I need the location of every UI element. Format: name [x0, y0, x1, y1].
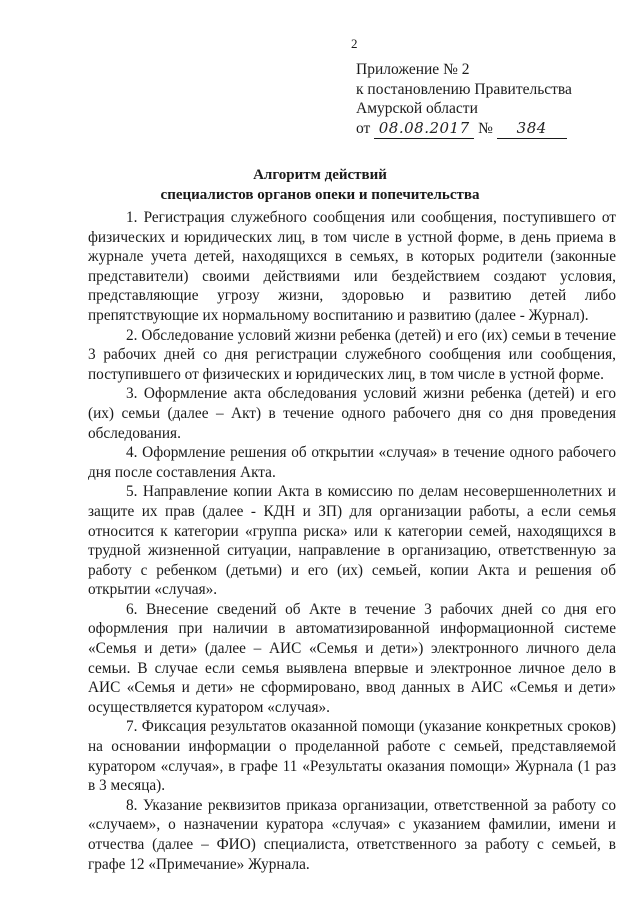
document-title — [0, 165, 640, 205]
handwritten-date: 08.08.2017 — [374, 119, 474, 140]
paragraph-8: 8. Указание реквизитов приказа организации, ответственной за работу со «случаем», о назначении куратора «случая» с указанием фамилии, имени и отчества (далее – ФИО) специалиста, ответственного за работу с семьей, в графе 12 «Примечание» Журнала. — [88, 796, 616, 873]
handwritten-number: 384 — [497, 119, 567, 140]
paragraph-2: 2. Обследование условий жизни ребенка (детей) и его (их) семьи в течение 3 рабочих дней со дня регистрации служебного сообщения или сообщения, поступившего от физических и юридических лиц, в том числе в устной форме. — [88, 326, 616, 383]
paragraph-4: 4. Оформление решения об открытии «случая» в течение одного рабочего дня после составления Акта. — [88, 444, 616, 481]
page-number: 2 — [351, 36, 358, 51]
title-line-2: специалистов органов опеки и попечительства — [160, 187, 480, 203]
appendix-header — [356, 60, 572, 139]
paragraph-5: 5. Направление копии Акта в комиссию по делам несовершеннолетних и защите их прав (далее - КДН и ЗП) для организации работы, а если семья относится к категории «группа риска» или к категории семей, находящихся в трудной жизненной ситуации, направление в организацию, ответственную за работу с ребенком (детьми) и его (их) семьей, копии Акта и решения об открытии «случая». — [88, 483, 616, 599]
from-label: от — [356, 119, 371, 137]
appendix-title: Приложение № 2 — [356, 61, 470, 78]
paragraph-3: 3. Оформление акта обследования условий жизни ребенка (детей) и его (их) семьи (далее – Акт) в течение одного рабочего дня со дня проведения обследования. — [88, 385, 616, 442]
paragraph-7: 7. Фиксация результатов оказанной помощи (указание конкретных сроков) на основании информации о проделанной работе с семьей, представляемой куратором «случая», в графе 11 «Результаты оказания помощи» Журнала (1 раз в 3 месяца). — [88, 718, 616, 795]
date-number-line — [356, 119, 572, 140]
paragraph-6: 6. Внесение сведений об Акте в течение 3 рабочих дней со дня его оформления при наличии в автоматизированной информационной системе «Семья и дети» (далее – АИС «Семья и дети») электронного личного дела семьи. В случае если семья выявлена впервые и электронное личное дело в АИС «Семья и дети» не сформировано, ввод данных в АИС «Семья и дети» осуществляется куратором «случая». — [88, 600, 616, 716]
appendix-reference: к постановлению Правительства — [356, 80, 572, 98]
appendix-region: Амурской области — [356, 100, 478, 117]
title-line-1: Алгоритм действий — [253, 167, 387, 183]
number-label: № — [478, 119, 493, 137]
document-body — [88, 208, 616, 874]
paragraph-1: 1. Регистрация служебного сообщения или сообщения, поступившего от физических и юридических лиц, в том числе в устной форме, в день приема в журнале учета детей, находящихся в семьях, в которых родители (законные представители) своими действиями или бездействием создают условия, представляющие угрозу жизни, здоровью и развитию детей либо препятствующие их нормальному воспитанию и развитию (далее - Журнал). — [88, 209, 616, 324]
